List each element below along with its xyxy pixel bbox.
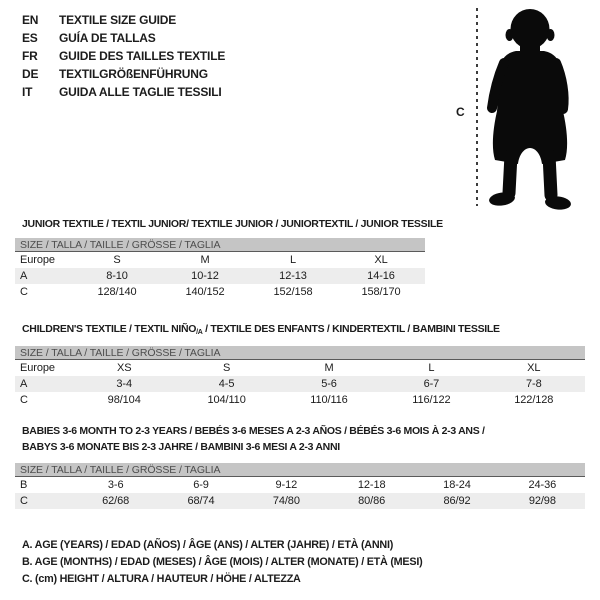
lang-row-es: [22, 29, 225, 47]
table-cell: 68/74: [187, 495, 215, 507]
legend-line-b: B. AGE (MONTHS) / EDAD (MESES) / ÂGE (MOIS) / ALTER (MONATE) / ETÀ (MESI): [22, 556, 423, 568]
table-cell: 62/68: [102, 495, 130, 507]
legend-line-c: C. (cm) HEIGHT / ALTURA / HAUTEUR / HÖHE / ALTEZZA: [22, 573, 301, 585]
table-cell: XL: [527, 362, 541, 374]
size-header-bar: SIZE / TALLA / TAILLE / GRÖSSE / TAGLIA: [15, 346, 585, 360]
table-cell: C: [20, 394, 28, 406]
table-cell: 10-12: [191, 270, 219, 282]
lang-code: ES: [22, 31, 38, 45]
table-cell: 12-13: [279, 270, 307, 282]
lang-row-en: [22, 11, 225, 29]
table-cell: 5-6: [321, 378, 337, 390]
table-cell: M: [200, 254, 210, 266]
baby-silhouette: [484, 7, 576, 211]
table-cell: 8-10: [106, 270, 128, 282]
lang-code: IT: [22, 85, 33, 99]
lang-title: GUÍA DE TALLAS: [59, 31, 156, 45]
table-row: [15, 392, 585, 408]
children-title-subscript: /A: [196, 329, 203, 336]
table-row: [15, 493, 585, 509]
table-cell: A: [20, 378, 28, 390]
table-cell: 158/170: [361, 286, 401, 298]
table-cell: 24-36: [528, 479, 557, 491]
table-cell: 74/80: [272, 495, 300, 507]
table-cell: 14-16: [367, 270, 395, 282]
table-cell: S: [222, 362, 231, 374]
table-row: [15, 284, 425, 300]
lang-code: DE: [22, 67, 39, 81]
baby-ear-right-shape: [547, 29, 555, 41]
lang-code: EN: [22, 13, 39, 27]
babies-title-line1: BABIES 3-6 MONTH TO 2-3 YEARS / BEBÉS 3-6 MESES A 2-3 AÑOS / BÉBÉS 3-6 MOIS À 2-3 ANS /: [22, 425, 485, 437]
table-cell: XS: [116, 362, 132, 374]
table-cell: 92/98: [528, 495, 556, 507]
table-cell: 9-12: [275, 479, 298, 491]
table-cell: S: [113, 254, 121, 266]
size-header-bar: SIZE / TALLA / TAILLE / GRÖSSE / TAGLIA: [15, 238, 425, 252]
junior-size-table: [15, 238, 425, 300]
table-cell: 18-24: [443, 479, 471, 491]
children-title-rest: / TEXTILE DES ENFANTS / KINDERTEXTIL / BAMBINI TESSILE: [202, 323, 500, 335]
table-cell: 80/86: [358, 495, 386, 507]
lang-title: GUIDE DES TAILLES TEXTILE: [59, 49, 226, 63]
table-cell: 6-7: [423, 378, 440, 390]
legend-line-a: A. AGE (YEARS) / EDAD (AÑOS) / ÂGE (ANS) / ALTER (JAHRE) / ETÀ (ANNI): [22, 539, 394, 551]
table-row: [15, 477, 585, 493]
table-cell: 110/116: [310, 394, 348, 406]
table-cell: 3-6: [107, 479, 124, 491]
lang-row-de: [22, 65, 225, 83]
baby-leg-right-shape: [549, 155, 551, 195]
lang-row-it: [22, 83, 225, 101]
table-cell: 3-4: [116, 378, 132, 390]
lang-title: TEXTILGRÖßENFÜHRUNG: [59, 67, 208, 81]
children-size-table: [15, 346, 585, 408]
table-cell: 98/104: [107, 394, 141, 406]
table-cell: 104/110: [207, 394, 246, 406]
lang-title: GUIDA ALLE TAGLIE TESSILI: [59, 85, 222, 99]
height-measure-label: C: [456, 105, 465, 119]
table-row: [15, 268, 425, 284]
children-section-title: [22, 321, 500, 341]
baby-ear-left-shape: [506, 29, 514, 41]
table-cell: 12-18: [357, 479, 386, 491]
size-header-bar: SIZE / TALLA / TAILLE / GRÖSSE / TAGLIA: [15, 463, 585, 477]
table-cell: 116/122: [412, 394, 451, 406]
baby-leg-left-shape: [509, 155, 511, 193]
table-cell: L: [428, 362, 435, 374]
table-cell: 152/158: [273, 286, 313, 298]
lang-title: TEXTILE SIZE GUIDE: [59, 13, 177, 27]
table-cell: L: [289, 254, 297, 266]
table-cell: Europe: [20, 362, 55, 374]
table-row: [15, 360, 585, 376]
table-cell: 6-9: [193, 479, 209, 491]
table-cell: 7-8: [525, 378, 542, 390]
babies-size-table: [15, 463, 585, 509]
table-row: [15, 376, 585, 392]
table-cell: M: [324, 362, 334, 374]
table-cell: 122/128: [514, 394, 554, 406]
table-cell: 86/92: [443, 495, 471, 507]
table-cell: C: [20, 286, 28, 298]
table-cell: 128/140: [97, 286, 137, 298]
lang-code: FR: [22, 49, 38, 63]
height-dotted-line: [476, 8, 478, 206]
children-title-main: CHILDREN'S TEXTILE / TEXTIL NIÑO: [22, 323, 197, 335]
babies-title-line2: BABYS 3-6 MONATE BIS 2-3 JAHRE / BAMBINI 3-6 MESI A 2-3 ANNI: [22, 441, 340, 453]
language-title-list: [22, 11, 225, 101]
lang-row-fr: [22, 47, 225, 65]
table-cell: C: [20, 495, 28, 507]
table-cell: B: [20, 479, 28, 491]
junior-section-title: JUNIOR TEXTILE / TEXTIL JUNIOR/ TEXTILE JUNIOR / JUNIORTEXTIL / JUNIOR TESSILE: [22, 218, 443, 230]
table-row: [15, 252, 425, 268]
table-cell: 140/152: [185, 286, 225, 298]
table-cell: Europe: [20, 254, 55, 266]
babies-section-title: [22, 423, 485, 455]
measurement-legend: [22, 537, 422, 588]
table-cell: 4-5: [218, 378, 235, 390]
baby-shorts-shape: [493, 107, 567, 164]
table-cell: A: [20, 270, 28, 282]
table-cell: XL: [374, 254, 388, 266]
